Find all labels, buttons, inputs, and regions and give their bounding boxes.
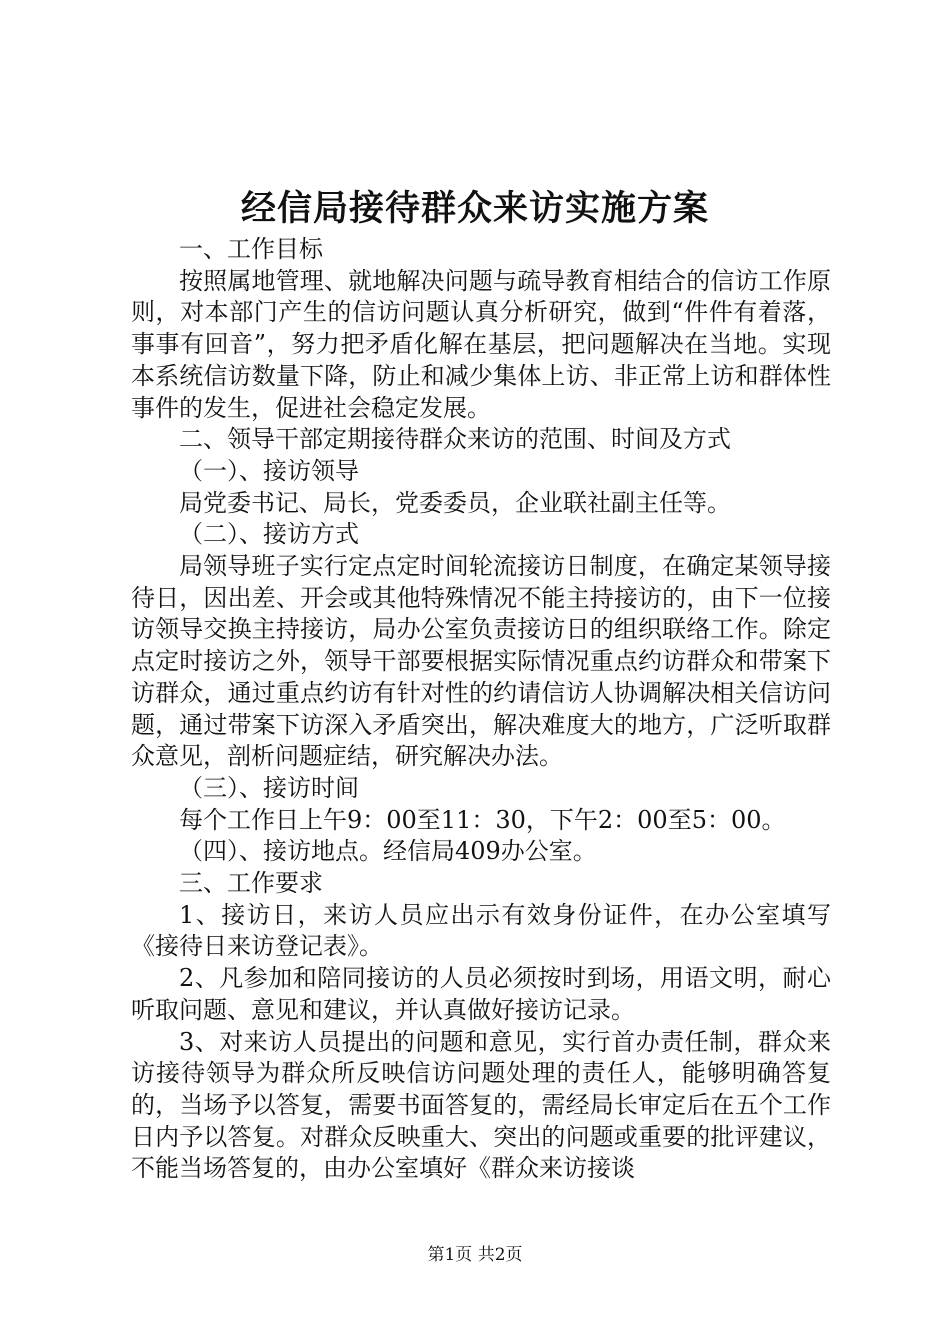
paragraph-requirement-2: 2、凡参加和陪同接访的人员必须按时到场，用语文明，耐心听取问题、意见和建议，并认真做好接访记录。 <box>131 964 831 1024</box>
paragraph-requirement-1: 1、接访日，来访人员应出示有效身份证件，在办公室填写《接待日来访登记表》。 <box>131 900 831 961</box>
document-title: 经信局接待群众来访实施方案 <box>240 188 709 229</box>
section-heading-goal: 一、工作目标 <box>179 235 323 263</box>
page-footer: 第1页 共2页 <box>427 1245 523 1265</box>
paragraph-time: 每个工作日上午9：00至11：30，下午2：00至5：00。 <box>179 805 786 834</box>
subheading-leaders: （一）、接访领导 <box>179 456 359 485</box>
section-heading-requirements: 三、工作要求 <box>179 869 323 898</box>
paragraph-requirement-3: 3、对来访人员提出的问题和意见，实行首办责任制，群众来访接待领导为群众所反映信访问题处理的责任人，能够明确答复的，当场予以答复，需要书面答复的，需经局长审定后在五个工作日内予以答复。对群众反映重大、突出的问题或重要的批评建议，不能当场答复的，由办公室填好《群众来访接谈 <box>131 1027 831 1183</box>
document-body <box>131 234 831 1185</box>
section-heading-scope: 二、领导干部定期接待群众来访的范围、时间及方式 <box>179 425 731 454</box>
paragraph-method: 局领导班子实行定点定时间轮流接访日制度，在确定某领导接待日，因出差、开会或其他特殊情况不能主持接访的，由下一位接访领导交换主持接访，局办公室负责接访日的组织联络工作。除定点定时接访之外，领导干部要根据实际情况重点约访群众和带案下访群众，通过重点约访有针对性的约请信访人协调解决相关信访问题，通过带案下访深入矛盾突出，解决难度大的地方，广泛听取群众意见，剖析问题症结，研究解决办法。 <box>131 552 831 771</box>
paragraph-leaders: 局党委书记、局长，党委委员，企业联社副主任等。 <box>179 488 731 517</box>
subheading-time: （三）、接访时间 <box>179 773 359 802</box>
subheading-location: （四）、接访地点。经信局409办公室。 <box>179 837 597 866</box>
paragraph-goal: 按照属地管理、就地解决问题与疏导教育相结合的信访工作原则，对本部门产生的信访问题认真分析研究，做到“件件有着落，事事有回音”，努力把矛盾化解在基层，把问题解决在当地。实现本系统信访数量下降，防止和减少集体上访、非正常上访和群体性事件的发生，促进社会稳定发展。 <box>131 266 831 422</box>
subheading-method: （二）、接访方式 <box>179 520 359 549</box>
